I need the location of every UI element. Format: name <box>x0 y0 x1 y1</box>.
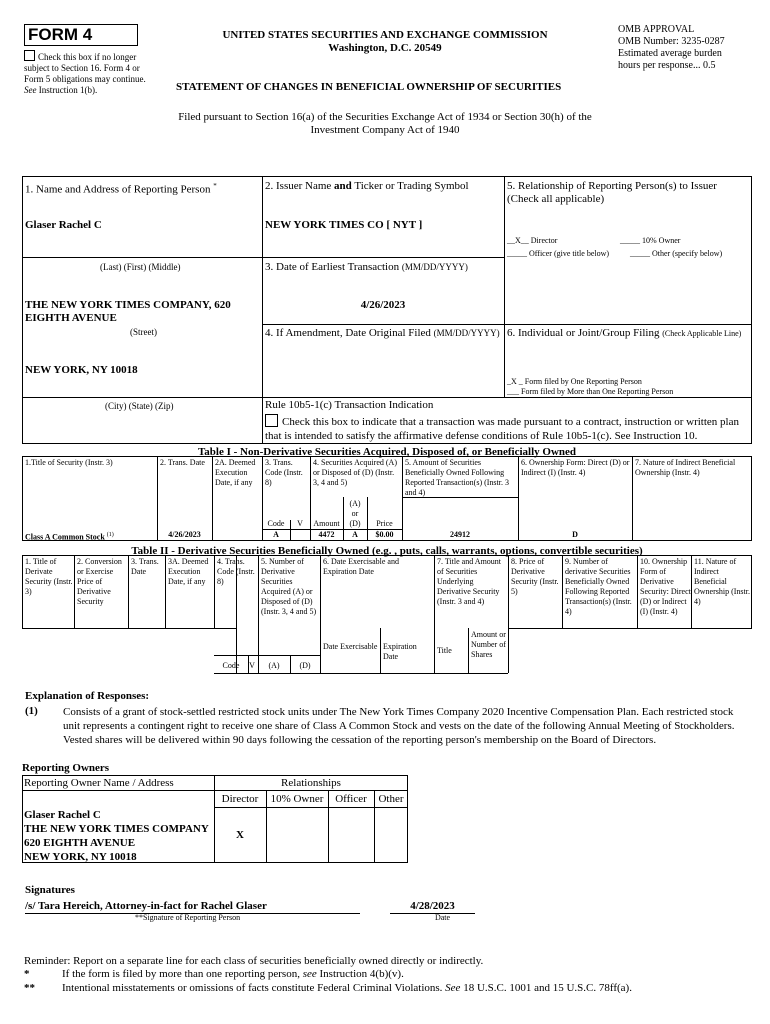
t2-h-conversion: 2. Conversion or Exercise Price of Derivative Security <box>77 557 122 606</box>
street-sublabel: (Street) <box>130 327 157 337</box>
statement-title: STATEMENT OF CHANGES IN BENEFICIAL OWNERSHIP OF SECURITIES <box>176 81 562 93</box>
t2-h-date: 3. Trans. Date <box>131 557 159 576</box>
t2-sub-title: Title <box>437 646 452 655</box>
table2-title: Table II - Derivative Securities Beneficially Owned (e.g. , puts, calls, warrants, options, convertible securities) <box>131 545 643 557</box>
owners-col-officer: Officer <box>335 793 367 805</box>
t2-h-code: 4. Trans. Code (Instr. 8) <box>217 557 255 586</box>
t1-row-aord: A <box>352 530 358 539</box>
signer-name: /s/ Tara Hereich, Attorney-in-fact for Rachel Glaser <box>25 900 267 912</box>
rule10b5-title: Rule 10b5-1(c) Transaction Indication <box>265 399 434 411</box>
owners-col-other: Other <box>378 793 404 805</box>
city-sublabel: (City) (State) (Zip) <box>105 401 174 411</box>
t1-h-deemed: 2A. Deemed Execution Date, if any <box>215 458 256 487</box>
t2-sub-v: V <box>249 661 255 670</box>
t1-h-title: 1.Title of Security (Instr. 3) <box>25 458 113 467</box>
t1-row-price: $0.00 <box>375 530 394 539</box>
footnote-star2: ** <box>24 982 35 994</box>
t2-h-form: 10. Ownership Form of Derivative Security: Direct (D) or Indirect (I) (Instr. 4) <box>640 557 691 616</box>
footnote-star1: * <box>24 968 30 980</box>
t2-h-deemed: 3A. Deemed Execution Date, if any <box>168 557 209 586</box>
owner-director-mark: X <box>236 829 244 841</box>
t1-row-date: 4/26/2023 <box>168 530 201 539</box>
box5-label: 5. Relationship of Reporting Person(s) to Issuer (Check all applicable) <box>507 180 717 205</box>
t2-h-nature: 11. Nature of Indirect Beneficial Ownership (Instr. 4) <box>694 557 750 606</box>
agency-name: UNITED STATES SECURITIES AND EXCHANGE COMMISSION Washington, D.C. 20549 <box>222 29 548 54</box>
t1-row-owned: 24912 <box>450 530 470 539</box>
t2-h-owned: 9. Number of derivative Securities Beneficially Owned Following Reported Transaction(s) (Instr. 4) <box>565 557 632 616</box>
city-state-zip: NEW YORK, NY 10018 <box>25 364 138 376</box>
reporting-person-name: Glaser Rachel C <box>25 219 102 231</box>
explanation-text: Consists of a grant of stock-settled restricted stock units under The New York Times Company 2020 Incentive Compensation Plan. Each restricted stock unit represents a contingent right to receive one share of Class A Common Stock and vests on the date of the following Annual Meeting of Stockholders. Vested shares will be delivered within 90 days following the cessation of the reporting person's membership on the Board of Directors. <box>63 706 735 746</box>
section16-checkbox[interactable] <box>24 50 35 61</box>
t1-row-code: A <box>273 530 279 539</box>
t2-h-underlying: 7. Title and Amount of Securities Underlying Derivative Security (Instr. 3 and 4) <box>437 557 502 606</box>
issuer-name: NEW YORK TIMES CO [ NYT ] <box>265 219 423 231</box>
footnote1: If the form is filed by more than one reporting person, see Instruction 4(b)(v). <box>62 968 404 980</box>
omb-approval: OMB APPROVAL OMB Number: 3235-0287 Estimated average burden hours per response... 0.5 <box>618 24 725 71</box>
owners-col-director: Director <box>221 793 259 805</box>
t1-row-security: Class A Common Stock $^{(1)}$ <box>25 532 114 542</box>
owners-col-rel: Relationships <box>281 777 341 789</box>
earliest-transaction-date: 4/26/2023 <box>360 299 406 311</box>
t1-h-form: 6. Ownership Form: Direct (D) or Indirect (I) (Instr. 4) <box>521 458 630 477</box>
date-label: Date <box>434 913 451 922</box>
relationship-10pct: _____ 10% Owner <box>620 236 681 245</box>
street-address: THE NEW YORK TIMES COMPANY, 620 EIGHTH AVENUE <box>25 299 231 324</box>
t2-h-title: 1. Title of Derivate Security (Instr. 3) <box>25 557 73 596</box>
section16-note: Check this box if no longer subject to Section 16. Form 4 or Form 5 obligations may continue. See Instruction 1(b). <box>24 52 146 95</box>
t2-sub-d: (D) <box>299 661 311 670</box>
filing-more-persons: ___ Form filed by More than One Reporting Person <box>507 387 674 396</box>
t2-sub-code: Code <box>222 661 240 670</box>
t1-h-nature: 7. Nature of Indirect Beneficial Ownership (Instr. 4) <box>635 458 736 477</box>
t2-sub-amount: Amount or Number of Shares <box>471 630 506 659</box>
box2-label: 2. Issuer Name and Ticker or Trading Symbol <box>265 180 469 192</box>
t1-h-date: 2. Trans. Date <box>160 458 205 467</box>
t1-h-owned: 5. Amount of Securities Beneficially Owned Following Reported Transaction(s) (Instr. 3 and 4) <box>405 458 509 497</box>
footnote2: Intentional misstatements or omissions of facts constitute Federal Criminal Violations. See 18 U.S.C. 1001 and 15 U.S.C. 78ff(a). <box>62 982 632 994</box>
t1-sub-price: Price <box>376 519 393 528</box>
rule10b5-checkbox[interactable] <box>265 414 278 427</box>
box4-label: 4. If Amendment, Date Original Filed (MM/DD/YYYY) <box>265 327 500 339</box>
filed-pursuant: Filed pursuant to Section 16(a) of the Securities Exchange Act of 1934 or Section 30(h) of the Investment Company Act of 1940 <box>178 111 592 136</box>
t1-sub-code: Code <box>267 519 285 528</box>
box1-label: 1. Name and Address of Reporting Person * <box>25 182 217 196</box>
relationship-director: __X__ Director <box>507 236 558 245</box>
t1-sub-aord: (A) or (D) <box>349 499 361 528</box>
owners-heading: Reporting Owners <box>22 762 110 774</box>
filing-one-person: _X _ Form filed by One Reporting Person <box>507 377 642 386</box>
t2-sub-exp: Expiration Date <box>383 642 417 661</box>
table1-title: Table I - Non-Derivative Securities Acquired, Disposed of, or Beneficially Owned <box>197 446 577 458</box>
rule10b5-text: Check this box to indicate that a transaction was made pursuant to a contract, instruction or written plan that is intended to satisfy the affirmative defense conditions of Rule 10b5-1(c). See Instruction 10. <box>265 416 739 442</box>
name-sublabel: (Last) (First) (Middle) <box>100 262 181 272</box>
owners-col-name: Reporting Owner Name / Address <box>24 777 174 789</box>
owners-col-10: 10% Owner <box>270 793 324 805</box>
signature-date: 4/28/2023 <box>410 900 455 912</box>
t2-sub-a: (A) <box>268 661 280 670</box>
signature-label: **Signature of Reporting Person <box>135 913 241 922</box>
t1-h-acquired: 4. Securities Acquired (A) or Disposed of (D) (Instr. 3, 4 and 5) <box>313 458 397 487</box>
box6-label: 6. Individual or Joint/Group Filing (Check Applicable Line) <box>507 327 742 339</box>
t2-h-number: 5. Number of Derivative Securities Acquired (A) or Disposed of (D) (Instr. 3, 4 and 5) <box>261 557 317 616</box>
t2-h-price: 8. Price of Derivative Security (Instr. 5) <box>511 557 559 596</box>
owner-address: Glaser Rachel C THE NEW YORK TIMES COMPANY 620 EIGHTH AVENUE NEW YORK, NY 10018 <box>24 809 209 863</box>
relationship-other: _____ Other (specify below) <box>630 249 723 258</box>
t2-h-exercisable: 6. Date Exercisable and Expiration Date <box>323 557 399 576</box>
t1-row-amount: 4472 <box>318 530 335 539</box>
signatures-heading: Signatures <box>25 884 75 896</box>
explanation-heading: Explanation of Responses: <box>25 690 150 702</box>
t1-row-form: D <box>572 530 578 539</box>
relationship-officer: _____ Officer (give title below) <box>507 249 610 258</box>
t2-sub-date-ex: Date Exercisable <box>323 642 378 651</box>
form-title: FORM 4 <box>24 24 138 46</box>
t1-sub-v: V <box>297 519 303 528</box>
t1-h-code: 3. Trans. Code (Instr. 8) <box>265 458 303 487</box>
explanation-num: (1) <box>25 705 38 717</box>
reminder: Reminder: Report on a separate line for each class of securities beneficially owned directly or indirectly. <box>24 955 484 967</box>
t1-sub-amount: Amount <box>313 519 340 528</box>
box3-label: 3. Date of Earliest Transaction (MM/DD/YYYY) <box>265 261 468 273</box>
